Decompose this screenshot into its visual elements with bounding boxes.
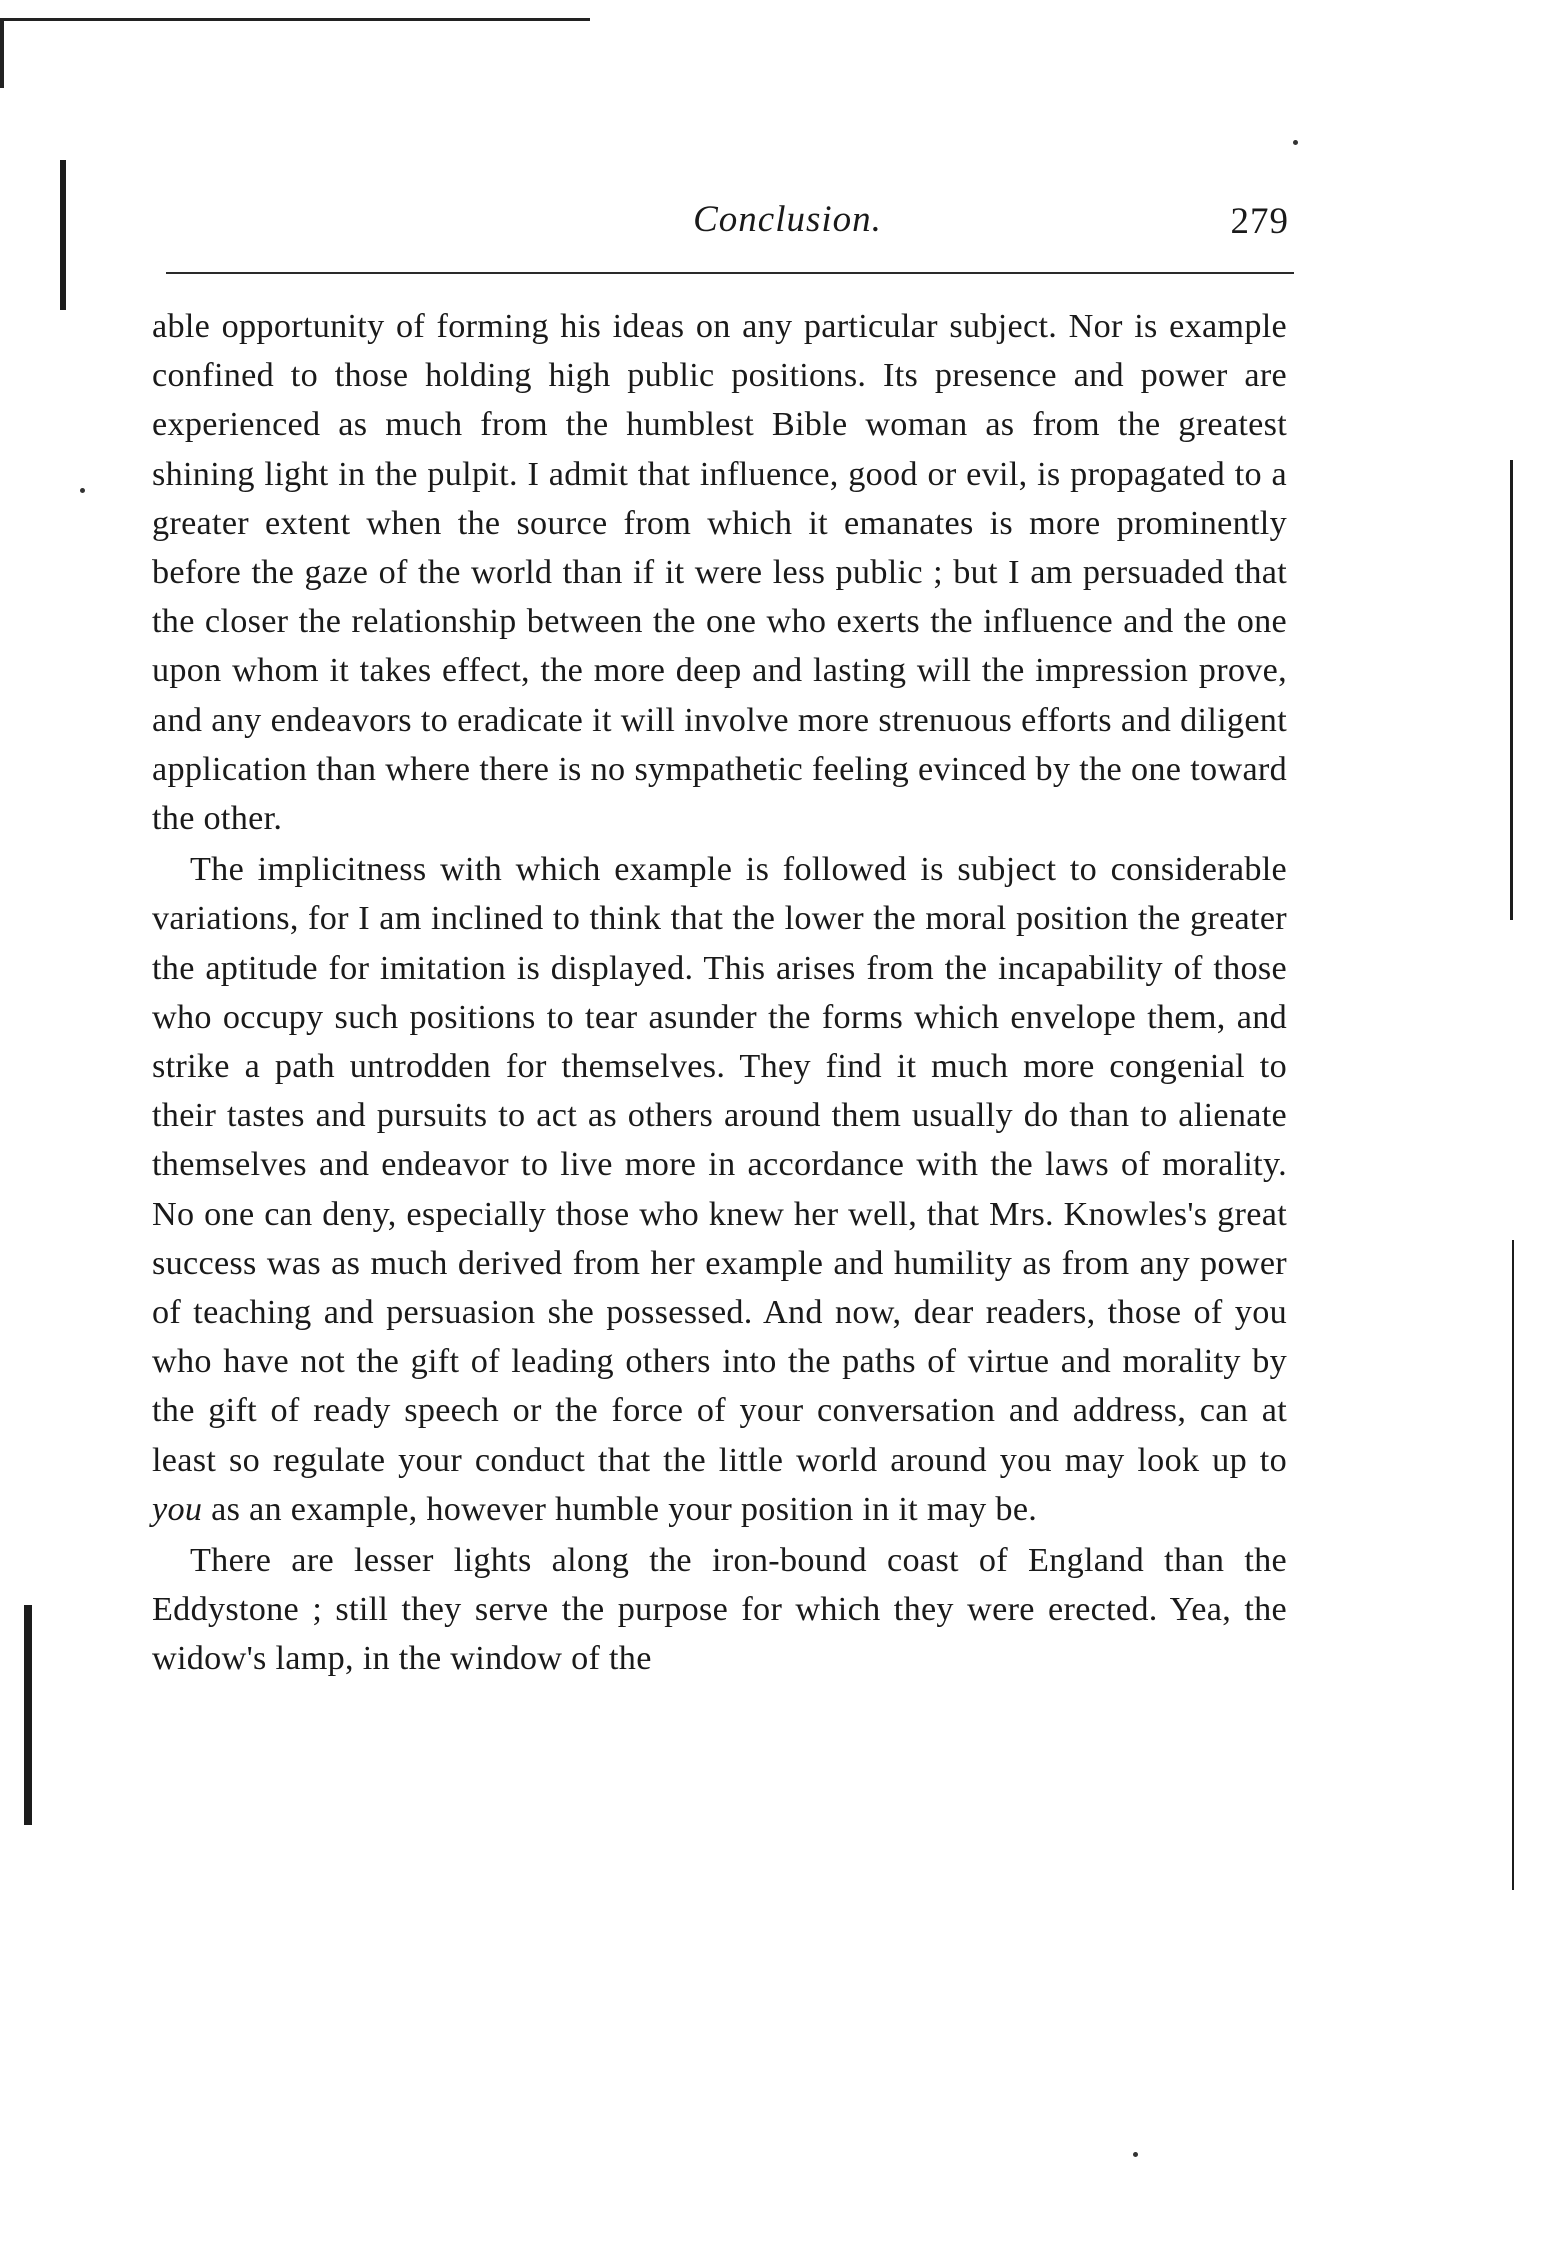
scan-speck <box>80 488 85 493</box>
scan-edge-mark <box>60 160 66 310</box>
scan-speck <box>1133 2152 1138 2157</box>
page-header <box>160 198 1295 248</box>
scan-edge-mark <box>1512 1240 1514 1890</box>
scan-edge-mark <box>24 1605 32 1825</box>
paragraph <box>152 1536 1287 1684</box>
scan-border-top <box>0 18 590 21</box>
paragraph <box>152 845 1287 1534</box>
paragraph <box>152 302 1287 843</box>
body-text <box>152 302 1287 1684</box>
paragraph-text: able opportunity of forming his ideas on any particular subject. Nor is example confined to those holding high public positions. Its presence and power are experienced as much from the humblest Bible woman as from the greatest shining light in the pulpit. I admit that influence, good or evil, is propagated to a greater extent when the source from which it emanates is more prominently before the gaze of the world than if it were less public ; but I am persuaded that the closer the relationship between the one who exerts the influence and the one upon whom it takes effect, the more deep and lasting will the impression prove, and any endeavors to eradicate it will involve more strenuous efforts and diligent application than where there is no sympathetic feeling evinced by the one toward the other. <box>152 308 1287 838</box>
page-number: 279 <box>1230 201 1289 242</box>
scan-border-left <box>0 18 4 88</box>
header-rule <box>166 272 1294 274</box>
paragraph-text-continued: as an example, however humble your position in it may be. <box>211 1490 1038 1528</box>
scan-speck <box>1293 140 1298 145</box>
paragraph-text: There are lesser lights along the iron-bound coast of England than the Eddystone ; still they serve the purpose for which they were erected. Yea, the widow's lamp, in the window of the <box>152 1542 1287 1678</box>
emphasized-word: you <box>152 1490 203 1528</box>
scan-edge-mark <box>1510 460 1513 920</box>
paragraph-text: The implicitness with which example is followed is subject to considerable variations, for I am inclined to think that the lower the moral position the greater the aptitude for imitation is displayed. This arises from the incapability of those who occupy such positions to tear asunder the forms which envelope them, and strike a path untrodden for themselves. They find it much more congenial to their tastes and pursuits to act as others around them usually do than to alienate themselves and endeavor to live more in accordance with the laws of morality. No one can deny, especially those who knew her well, that Mrs. Knowles's great success was as much derived from her example and humility as from any power of teaching and persuasion she possessed. And now, dear readers, those of you who have not the gift of leading others into the paths of virtue and morality by the gift of ready speech or the force of your conversation and address, can at least so regulate your conduct that the little world around you may look up to <box>152 851 1287 1479</box>
running-title: Conclusion. <box>693 199 882 240</box>
